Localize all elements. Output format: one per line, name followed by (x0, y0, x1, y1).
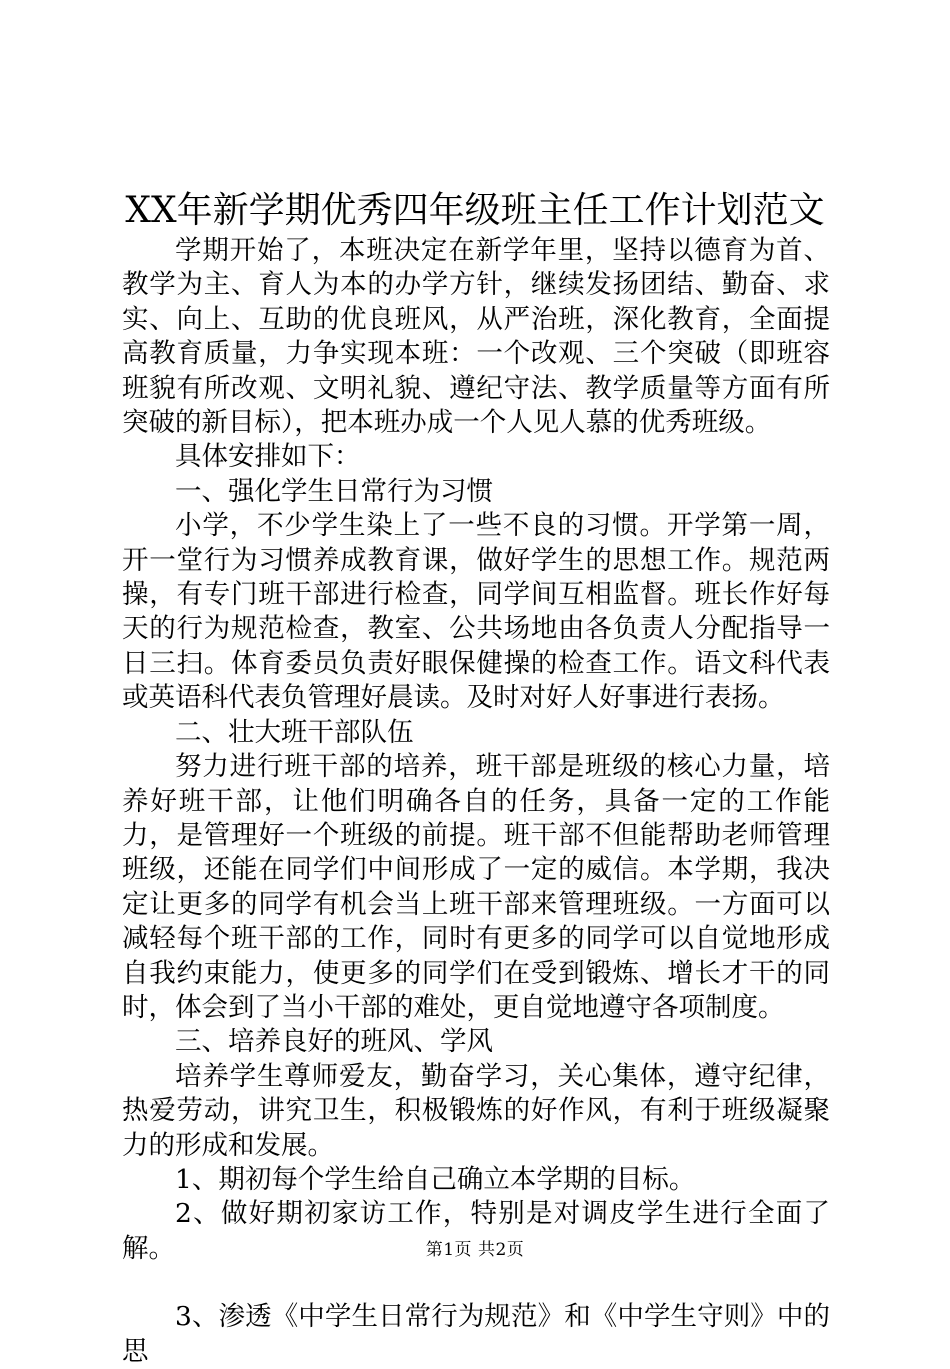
paragraph-section-2: 努力进行班干部的培养，班干部是班级的核心力量，培养好班干部，让他们明确各自的任务，具备一定的工作能力，是管理好一个班级的前提。班干部不但能帮助老师管理班级，还能在同学们中间形成了一定的威信。本学期，我决定让更多的同学有机会当上班干部来管理班级。一方面可以减轻每个班干部的工作，同时有更多的同学可以自觉地形成自我约束能力，使更多的同学们在受到锻炼、增长才干的同时，体会到了当小干部的难处，更自觉地遵守各项制度。 (122, 751, 830, 1023)
page-footer: 第1页 共2页 (425, 1240, 525, 1260)
list-item-2: 2、做好期初家访工作，特别是对调皮学生进行全面了解。 (122, 1198, 830, 1264)
paragraph-arrangement: 具体安排如下： (175, 441, 361, 473)
list-item-1: 1、期初每个学生给自己确立本学期的目标。 (175, 1163, 696, 1195)
list-item-3: 3、渗透《中学生日常行为规范》和《中学生守则》中的思 (122, 1301, 830, 1367)
paragraph-section-3: 培养学生尊师爱友，勤奋学习，关心集体，遵守纪律，热爱劳动，讲究卫生，积极锻炼的好作风，有利于班级凝聚力的形成和发展。 (122, 1060, 830, 1161)
paragraph-section-1: 小学，不少学生染上了一些不良的习惯。开学第一周，开一堂行为习惯养成教育课，做好学生的思想工作。规范两操，有专门班干部进行检查，同学间互相监督。班长作好每天的行为规范检查，教室、公共场地由各负责人分配指导一日三扫。体育委员负责好眼保健操的检查工作。语文科代表或英语科代表负管理好晨读。及时对好人好事进行表扬。 (122, 510, 830, 714)
document-title: XX年新学期优秀四年级班主任工作计划范文 (125, 190, 825, 231)
document-body (122, 234, 830, 1369)
section-heading-1: 一、强化学生日常行为习惯 (175, 475, 493, 507)
paragraph-intro: 学期开始了，本班决定在新学年里，坚持以德育为首、教学为主、育人为本的办学方针，继续发扬团结、勤奋、求实、向上、互助的优良班风，从严治班，深化教育，全面提高教育质量，力争实现本班：一个改观、三个突破（即班容班貌有所改观、文明礼貌、遵纪守法、教学质量等方面有所突破的新目标），把本班办成一个人见人慕的优秀班级。 (122, 235, 830, 439)
section-heading-2: 二、壮大班干部队伍 (175, 716, 414, 748)
section-heading-3: 三、培养良好的班风、学风 (175, 1026, 493, 1058)
